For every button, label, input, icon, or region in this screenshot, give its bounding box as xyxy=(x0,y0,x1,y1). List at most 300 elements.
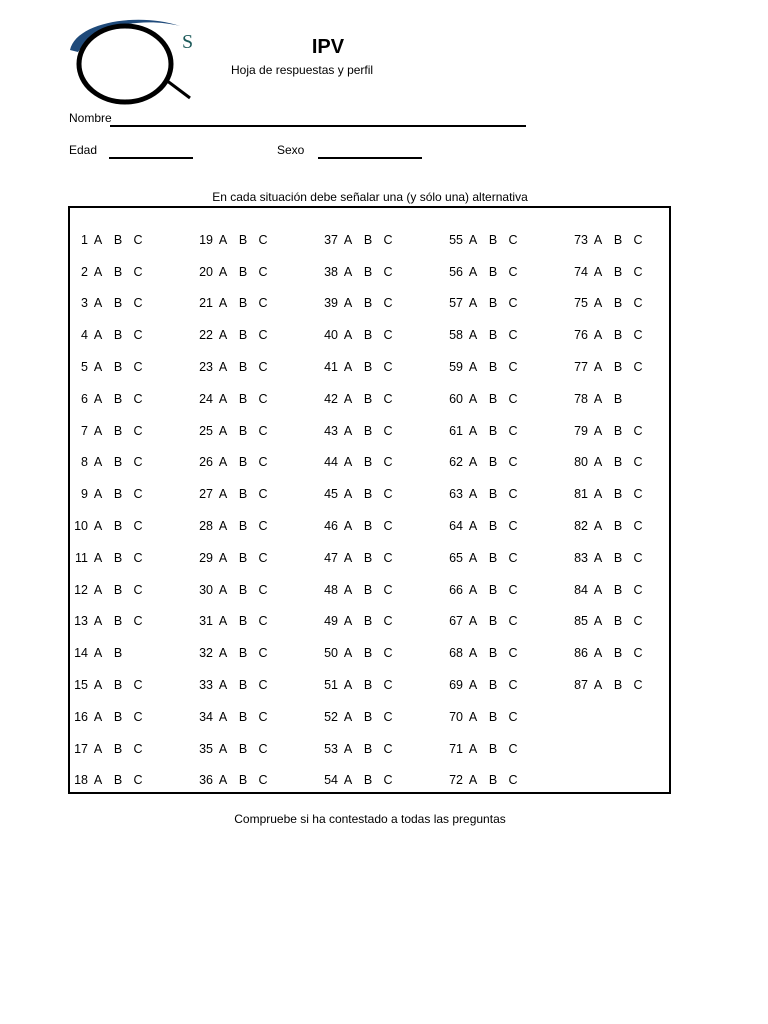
answer-option-b[interactable]: B xyxy=(113,487,123,502)
logo-oval xyxy=(79,26,171,102)
answer-option-c[interactable]: C xyxy=(508,582,518,597)
answer-option-a[interactable]: A xyxy=(468,328,478,343)
answer-option-a[interactable]: A xyxy=(468,264,478,279)
answer-option-c[interactable]: C xyxy=(508,709,518,724)
answer-option-a[interactable]: A xyxy=(93,519,103,534)
answer-option-b[interactable]: B xyxy=(238,709,248,724)
answer-option-c[interactable]: C xyxy=(258,773,268,788)
answer-option-c[interactable]: C xyxy=(633,232,643,247)
answer-option-b[interactable]: B xyxy=(238,264,248,279)
answer-option-c[interactable]: C xyxy=(133,519,143,534)
answer-option-a[interactable]: A xyxy=(468,232,478,247)
question-number: 29 xyxy=(199,550,213,565)
answer-option-b[interactable]: B xyxy=(613,296,623,311)
answer-option-c[interactable]: C xyxy=(633,678,643,693)
answer-option-a[interactable]: A xyxy=(218,232,228,247)
answer-option-b[interactable]: B xyxy=(113,519,123,534)
answer-option-c[interactable]: C xyxy=(383,296,393,311)
answer-option-c[interactable]: C xyxy=(258,296,268,311)
answer-row xyxy=(64,478,148,510)
question-number: 42 xyxy=(324,391,338,406)
answer-option-c[interactable]: C xyxy=(258,423,268,438)
answer-option-c[interactable]: C xyxy=(508,614,518,629)
answer-option-a[interactable]: A xyxy=(468,678,478,693)
answer-option-b[interactable]: B xyxy=(113,455,123,470)
answer-option-c[interactable]: C xyxy=(133,487,143,502)
answer-option-b[interactable]: B xyxy=(113,678,123,693)
answer-option-a[interactable]: A xyxy=(468,519,478,534)
question-number: 4 xyxy=(81,328,88,343)
nombre-field[interactable] xyxy=(110,125,526,127)
answer-option-b[interactable]: B xyxy=(488,423,498,438)
answer-row xyxy=(564,669,648,701)
answer-option-c[interactable]: C xyxy=(258,455,268,470)
answer-option-a[interactable]: A xyxy=(93,360,103,375)
answer-option-a[interactable]: A xyxy=(218,709,228,724)
answer-option-b[interactable]: B xyxy=(113,391,123,406)
answer-option-c[interactable]: C xyxy=(133,391,143,406)
answer-option-c[interactable]: C xyxy=(633,646,643,661)
question-number: 41 xyxy=(324,360,338,375)
answer-option-b[interactable]: B xyxy=(238,550,248,565)
answer-option-a[interactable]: A xyxy=(343,614,353,629)
answer-option-c[interactable]: C xyxy=(133,232,143,247)
question-number: 46 xyxy=(324,519,338,534)
answer-option-c[interactable]: C xyxy=(383,709,393,724)
answer-option-b[interactable]: B xyxy=(488,455,498,470)
answer-option-b[interactable]: B xyxy=(363,582,373,597)
answer-option-b[interactable]: B xyxy=(363,232,373,247)
answer-option-a[interactable]: A xyxy=(468,582,478,597)
answer-option-b[interactable]: B xyxy=(488,614,498,629)
answer-option-a[interactable]: A xyxy=(93,614,103,629)
sexo-field[interactable] xyxy=(318,157,422,159)
answer-option-b[interactable]: B xyxy=(113,264,123,279)
answer-option-b[interactable]: B xyxy=(238,582,248,597)
answer-option-b[interactable]: B xyxy=(488,487,498,502)
question-number: 47 xyxy=(324,550,338,565)
answer-option-b[interactable]: B xyxy=(113,550,123,565)
answer-option-b[interactable]: B xyxy=(488,328,498,343)
answer-option-c[interactable]: C xyxy=(633,550,643,565)
answer-option-c[interactable]: C xyxy=(508,296,518,311)
answer-option-a[interactable]: A xyxy=(218,328,228,343)
answer-option-b[interactable]: B xyxy=(238,360,248,375)
answer-option-a[interactable]: A xyxy=(593,232,603,247)
answer-option-c[interactable]: C xyxy=(383,773,393,788)
answer-option-a[interactable]: A xyxy=(593,646,603,661)
answer-option-a[interactable]: A xyxy=(593,678,603,693)
answer-option-b[interactable]: B xyxy=(363,678,373,693)
answer-option-c[interactable]: C xyxy=(258,582,268,597)
answer-option-a[interactable]: A xyxy=(218,455,228,470)
answer-option-c[interactable]: C xyxy=(508,360,518,375)
answer-option-a[interactable]: A xyxy=(218,423,228,438)
answer-option-a[interactable]: A xyxy=(218,391,228,406)
question-number: 57 xyxy=(449,296,463,311)
answer-option-c[interactable]: C xyxy=(383,423,393,438)
answer-option-b[interactable]: B xyxy=(488,232,498,247)
answer-option-b[interactable]: B xyxy=(488,360,498,375)
answer-option-b[interactable]: B xyxy=(613,455,623,470)
answer-option-b[interactable]: B xyxy=(363,360,373,375)
answer-option-c[interactable]: C xyxy=(133,328,143,343)
answer-option-c[interactable]: C xyxy=(633,296,643,311)
answer-row xyxy=(439,256,523,288)
answer-option-a[interactable]: A xyxy=(468,360,478,375)
answer-row xyxy=(439,701,523,733)
question-number: 26 xyxy=(199,455,213,470)
answer-option-b[interactable]: B xyxy=(238,614,248,629)
answer-option-c[interactable]: C xyxy=(633,264,643,279)
answer-option-c[interactable]: C xyxy=(383,519,393,534)
answer-option-c[interactable]: C xyxy=(133,423,143,438)
answer-option-a[interactable]: A xyxy=(468,773,478,788)
answer-option-b[interactable]: B xyxy=(488,550,498,565)
answer-option-b[interactable]: B xyxy=(363,741,373,756)
answer-option-c[interactable]: C xyxy=(258,264,268,279)
answer-option-a[interactable]: A xyxy=(468,614,478,629)
answer-option-a[interactable]: A xyxy=(218,582,228,597)
answer-option-a[interactable]: A xyxy=(93,232,103,247)
answer-option-a[interactable]: A xyxy=(93,423,103,438)
answer-option-c[interactable]: C xyxy=(383,582,393,597)
answer-option-c[interactable]: C xyxy=(383,741,393,756)
answer-option-c[interactable]: C xyxy=(258,646,268,661)
question-number: 19 xyxy=(199,232,213,247)
question-number: 16 xyxy=(74,709,88,724)
answer-option-a[interactable]: A xyxy=(218,519,228,534)
answer-option-a[interactable]: A xyxy=(93,391,103,406)
answer-option-b[interactable]: B xyxy=(613,519,623,534)
answer-option-a[interactable]: A xyxy=(218,264,228,279)
answer-option-b[interactable]: B xyxy=(488,391,498,406)
answer-option-c[interactable]: C xyxy=(633,519,643,534)
answer-option-c[interactable]: C xyxy=(383,264,393,279)
answer-option-c[interactable]: C xyxy=(383,614,393,629)
answer-option-c[interactable]: C xyxy=(383,678,393,693)
answer-option-a[interactable]: A xyxy=(468,709,478,724)
answer-option-a[interactable]: A xyxy=(343,709,353,724)
answer-option-b[interactable]: B xyxy=(363,614,373,629)
answer-option-a[interactable]: A xyxy=(593,519,603,534)
answer-option-a[interactable]: A xyxy=(343,264,353,279)
answer-option-c[interactable]: C xyxy=(383,487,393,502)
question-number: 30 xyxy=(199,582,213,597)
answer-option-a[interactable]: A xyxy=(593,423,603,438)
answer-option-c[interactable]: C xyxy=(633,582,643,597)
answer-option-a[interactable]: A xyxy=(218,773,228,788)
answer-option-a[interactable]: A xyxy=(468,296,478,311)
answer-option-c[interactable]: C xyxy=(508,264,518,279)
answer-option-a[interactable]: A xyxy=(468,455,478,470)
answer-option-c[interactable]: C xyxy=(633,455,643,470)
answer-option-a[interactable]: A xyxy=(93,264,103,279)
answer-option-c[interactable]: C xyxy=(133,296,143,311)
answer-option-c[interactable]: C xyxy=(508,455,518,470)
answer-option-b[interactable]: B xyxy=(363,328,373,343)
answer-option-a[interactable]: A xyxy=(343,328,353,343)
answer-option-b[interactable]: B xyxy=(613,232,623,247)
answer-option-a[interactable]: A xyxy=(93,550,103,565)
answer-option-a[interactable]: A xyxy=(93,773,103,788)
answer-option-c[interactable]: C xyxy=(133,360,143,375)
answer-row xyxy=(314,765,398,797)
answer-option-a[interactable]: A xyxy=(218,296,228,311)
answer-option-b[interactable]: B xyxy=(488,741,498,756)
answer-option-a[interactable]: A xyxy=(468,646,478,661)
answer-option-b[interactable]: B xyxy=(238,741,248,756)
answer-option-b[interactable]: B xyxy=(613,646,623,661)
answer-option-c[interactable]: C xyxy=(258,232,268,247)
answer-option-b[interactable]: B xyxy=(113,773,123,788)
question-number: 70 xyxy=(449,709,463,724)
answer-row xyxy=(64,319,148,351)
answer-option-a[interactable]: A xyxy=(468,741,478,756)
answer-option-a[interactable]: A xyxy=(93,678,103,693)
answer-option-b[interactable]: B xyxy=(113,614,123,629)
answer-option-a[interactable]: A xyxy=(343,678,353,693)
answer-option-a[interactable]: A xyxy=(593,391,603,406)
answer-option-b[interactable]: B xyxy=(238,328,248,343)
answer-option-b[interactable]: B xyxy=(363,773,373,788)
question-number: 20 xyxy=(199,264,213,279)
answer-option-a[interactable]: A xyxy=(218,741,228,756)
answer-option-b[interactable]: B xyxy=(613,423,623,438)
answer-option-c[interactable]: C xyxy=(383,328,393,343)
answer-option-b[interactable]: B xyxy=(363,391,373,406)
answer-option-c[interactable]: C xyxy=(633,360,643,375)
answer-option-b[interactable]: B xyxy=(488,709,498,724)
answer-option-a[interactable]: A xyxy=(343,423,353,438)
answer-option-c[interactable]: C xyxy=(508,423,518,438)
answer-option-c[interactable]: C xyxy=(258,519,268,534)
answer-option-a[interactable]: A xyxy=(593,487,603,502)
answer-option-a[interactable]: A xyxy=(343,296,353,311)
answer-option-a[interactable]: A xyxy=(218,487,228,502)
answer-option-c[interactable]: C xyxy=(508,646,518,661)
answer-option-b[interactable]: B xyxy=(238,678,248,693)
answer-option-c[interactable]: C xyxy=(133,709,143,724)
answer-option-a[interactable]: A xyxy=(343,487,353,502)
answer-option-b[interactable]: B xyxy=(363,646,373,661)
question-number: 15 xyxy=(74,678,88,693)
answer-option-b[interactable]: B xyxy=(238,487,248,502)
answer-option-a[interactable]: A xyxy=(218,360,228,375)
answer-option-c[interactable]: C xyxy=(383,391,393,406)
answer-option-b[interactable]: B xyxy=(238,455,248,470)
answer-option-c[interactable]: C xyxy=(383,455,393,470)
answer-option-c[interactable]: C xyxy=(133,264,143,279)
answer-option-b[interactable]: B xyxy=(613,328,623,343)
answer-option-c[interactable]: C xyxy=(508,232,518,247)
answer-option-b[interactable]: B xyxy=(613,487,623,502)
answer-option-a[interactable]: A xyxy=(343,550,353,565)
answer-row xyxy=(564,256,648,288)
answer-option-c[interactable]: C xyxy=(258,360,268,375)
answer-option-a[interactable]: A xyxy=(343,646,353,661)
answer-option-a[interactable]: A xyxy=(343,391,353,406)
question-number: 75 xyxy=(574,296,588,311)
answer-option-c[interactable]: C xyxy=(508,741,518,756)
answer-option-b[interactable]: B xyxy=(363,709,373,724)
answer-option-b[interactable]: B xyxy=(363,264,373,279)
answer-option-c[interactable]: C xyxy=(383,550,393,565)
answer-option-a[interactable]: A xyxy=(468,550,478,565)
answer-option-c[interactable]: C xyxy=(508,487,518,502)
answer-option-b[interactable]: B xyxy=(113,709,123,724)
answer-option-c[interactable]: C xyxy=(133,455,143,470)
answer-option-b[interactable]: B xyxy=(488,519,498,534)
answer-option-c[interactable]: C xyxy=(508,391,518,406)
answer-option-c[interactable]: C xyxy=(258,550,268,565)
answer-option-b[interactable]: B xyxy=(238,391,248,406)
question-number: 51 xyxy=(324,678,338,693)
answer-option-b[interactable]: B xyxy=(363,519,373,534)
question-number: 6 xyxy=(81,391,88,406)
answer-option-b[interactable]: B xyxy=(238,519,248,534)
answer-option-b[interactable]: B xyxy=(113,582,123,597)
answer-option-c[interactable]: C xyxy=(258,487,268,502)
answer-option-c[interactable]: C xyxy=(383,646,393,661)
answer-row xyxy=(64,606,148,638)
answer-option-b[interactable]: B xyxy=(363,455,373,470)
answer-option-a[interactable]: A xyxy=(93,582,103,597)
answer-option-a[interactable]: A xyxy=(93,709,103,724)
question-number: 35 xyxy=(199,741,213,756)
answer-option-a[interactable]: A xyxy=(468,487,478,502)
answer-option-b[interactable]: B xyxy=(238,296,248,311)
question-number: 65 xyxy=(449,550,463,565)
answer-option-a[interactable]: A xyxy=(468,423,478,438)
answer-option-c[interactable]: C xyxy=(258,741,268,756)
answer-option-c[interactable]: C xyxy=(508,773,518,788)
answer-option-a[interactable]: A xyxy=(593,328,603,343)
answer-option-b[interactable]: B xyxy=(113,296,123,311)
answer-option-c[interactable]: C xyxy=(258,328,268,343)
answer-option-a[interactable]: A xyxy=(93,646,103,661)
answer-option-a[interactable]: A xyxy=(93,487,103,502)
answer-option-b[interactable]: B xyxy=(613,360,623,375)
answer-option-b[interactable]: B xyxy=(488,646,498,661)
answer-option-b[interactable]: B xyxy=(113,328,123,343)
answer-option-a[interactable]: A xyxy=(93,296,103,311)
answer-option-b[interactable]: B xyxy=(113,360,123,375)
answer-option-c[interactable]: C xyxy=(508,678,518,693)
answer-row xyxy=(564,383,648,415)
answer-option-a[interactable]: A xyxy=(93,455,103,470)
answer-option-b[interactable]: B xyxy=(238,773,248,788)
answer-option-b[interactable]: B xyxy=(363,550,373,565)
answer-option-a[interactable]: A xyxy=(343,360,353,375)
answer-option-a[interactable]: A xyxy=(343,455,353,470)
answer-option-c[interactable]: C xyxy=(258,678,268,693)
answer-option-b[interactable]: B xyxy=(363,296,373,311)
answer-option-a[interactable]: A xyxy=(343,232,353,247)
answer-option-a[interactable]: A xyxy=(468,391,478,406)
answer-option-c[interactable]: C xyxy=(258,709,268,724)
answer-option-b[interactable]: B xyxy=(238,646,248,661)
answer-option-b[interactable]: B xyxy=(363,423,373,438)
answer-option-c[interactable]: C xyxy=(133,678,143,693)
answer-row xyxy=(314,288,398,320)
answer-option-c[interactable]: C xyxy=(258,391,268,406)
answer-option-b[interactable]: B xyxy=(613,614,623,629)
answer-option-a[interactable]: A xyxy=(93,328,103,343)
answer-option-b[interactable]: B xyxy=(613,582,623,597)
answer-option-b[interactable]: B xyxy=(488,264,498,279)
logo-graphic xyxy=(68,14,208,110)
answer-option-c[interactable]: C xyxy=(633,328,643,343)
answer-option-b[interactable]: B xyxy=(363,487,373,502)
answer-option-a[interactable]: A xyxy=(593,550,603,565)
answer-option-a[interactable]: A xyxy=(343,741,353,756)
answer-option-a[interactable]: A xyxy=(593,264,603,279)
answer-option-b[interactable]: B xyxy=(488,296,498,311)
answer-row xyxy=(314,415,398,447)
answer-option-c[interactable]: C xyxy=(508,328,518,343)
answer-option-a[interactable]: A xyxy=(593,455,603,470)
answer-option-b[interactable]: B xyxy=(488,678,498,693)
answer-option-a[interactable]: A xyxy=(593,296,603,311)
answer-option-c[interactable]: C xyxy=(258,614,268,629)
answer-option-c[interactable]: C xyxy=(633,614,643,629)
answer-row xyxy=(314,701,398,733)
answer-option-a[interactable]: A xyxy=(93,741,103,756)
answer-option-a[interactable]: A xyxy=(218,550,228,565)
answer-option-a[interactable]: A xyxy=(593,360,603,375)
question-number: 27 xyxy=(199,487,213,502)
answer-option-c[interactable]: C xyxy=(508,519,518,534)
answer-option-c[interactable]: C xyxy=(383,232,393,247)
answer-option-a[interactable]: A xyxy=(218,614,228,629)
answer-option-c[interactable]: C xyxy=(133,614,143,629)
answer-option-b[interactable]: B xyxy=(488,773,498,788)
answer-option-c[interactable]: C xyxy=(383,360,393,375)
answer-option-b[interactable]: B xyxy=(613,391,623,406)
answer-option-b[interactable]: B xyxy=(613,678,623,693)
answer-option-c[interactable]: C xyxy=(133,550,143,565)
answer-option-c[interactable]: C xyxy=(133,741,143,756)
answer-option-b[interactable]: B xyxy=(113,232,123,247)
answer-option-b[interactable]: B xyxy=(613,550,623,565)
answer-option-a[interactable]: A xyxy=(218,678,228,693)
answer-option-a[interactable]: A xyxy=(343,582,353,597)
answer-option-b[interactable]: B xyxy=(613,264,623,279)
answer-option-b[interactable]: B xyxy=(488,582,498,597)
answer-option-c[interactable]: C xyxy=(508,550,518,565)
question-number: 49 xyxy=(324,614,338,629)
question-number: 85 xyxy=(574,614,588,629)
answer-option-a[interactable]: A xyxy=(593,614,603,629)
answer-option-a[interactable]: A xyxy=(343,519,353,534)
edad-field[interactable] xyxy=(109,157,193,159)
answer-option-c[interactable]: C xyxy=(633,423,643,438)
answer-option-b[interactable]: B xyxy=(238,232,248,247)
answer-option-a[interactable]: A xyxy=(218,646,228,661)
answer-option-b[interactable]: B xyxy=(238,423,248,438)
answer-row xyxy=(189,256,273,288)
answer-option-a[interactable]: A xyxy=(593,582,603,597)
answer-option-b[interactable]: B xyxy=(113,646,123,661)
answer-option-c[interactable]: C xyxy=(633,487,643,502)
answer-option-c[interactable]: C xyxy=(133,773,143,788)
answer-option-a[interactable]: A xyxy=(343,773,353,788)
answer-option-c[interactable]: C xyxy=(133,582,143,597)
question-number: 60 xyxy=(449,391,463,406)
answer-option-b[interactable]: B xyxy=(113,423,123,438)
answer-option-b[interactable]: B xyxy=(113,741,123,756)
